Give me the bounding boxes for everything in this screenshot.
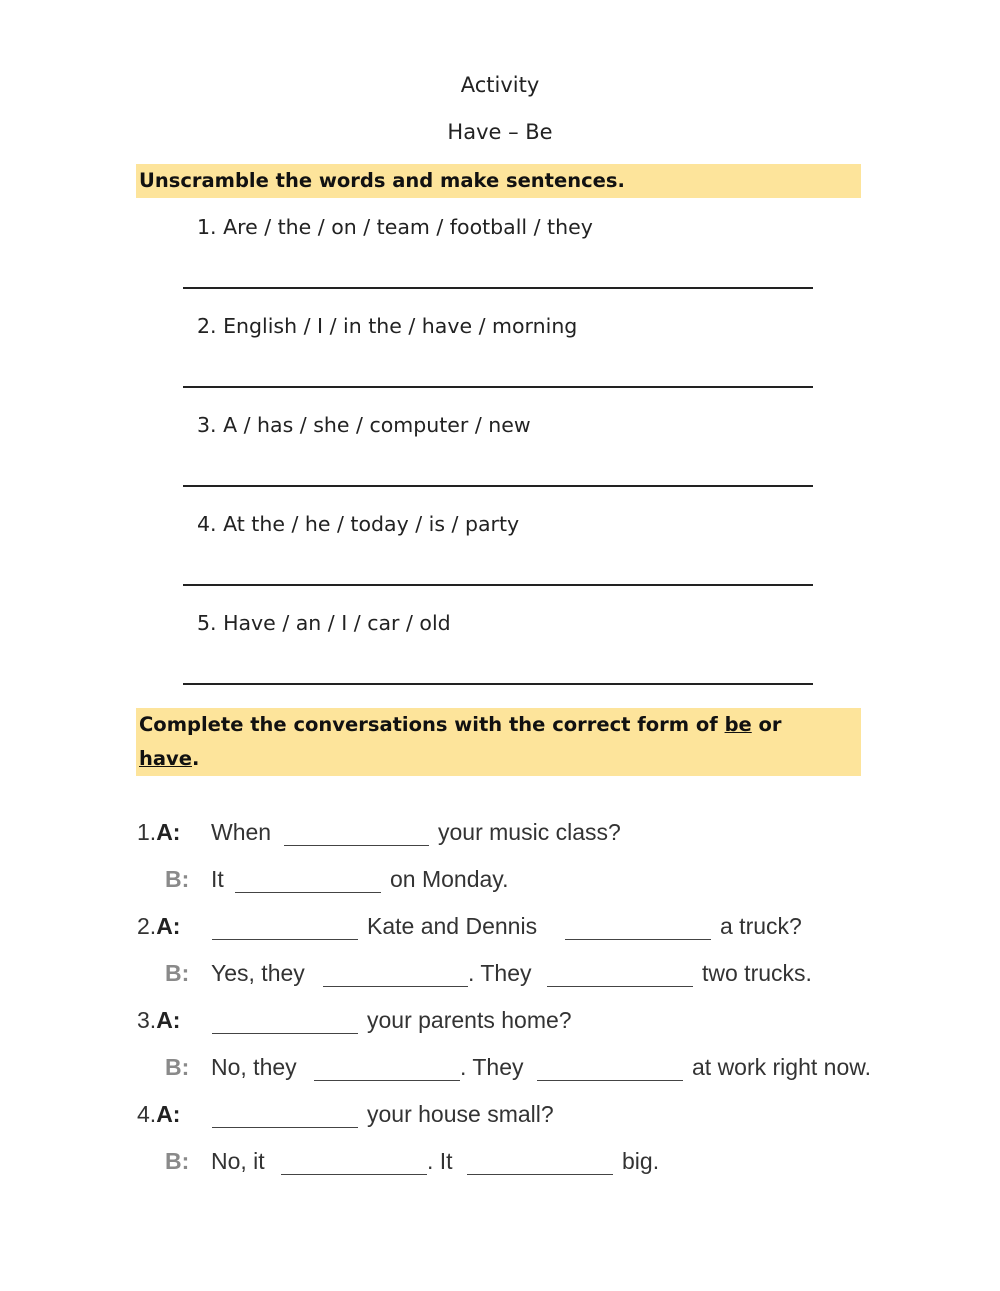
section1-instruction-bar <box>136 164 861 198</box>
conversation-2-a-row <box>137 913 197 940</box>
conversation-3-a-row <box>137 1007 197 1034</box>
conversation-text: Yes, they <box>211 960 305 986</box>
answer-line-5[interactable] <box>183 683 813 685</box>
conversation-number: 2. <box>137 913 157 939</box>
blank[interactable] <box>212 1127 358 1128</box>
speaker-b-label: B: <box>165 960 190 986</box>
conversation-text: a truck? <box>720 913 802 939</box>
conversation-text: No, it <box>211 1148 265 1174</box>
answer-line-4[interactable] <box>183 584 813 586</box>
answer-line-3[interactable] <box>183 485 813 487</box>
word-be: be <box>724 713 752 736</box>
speaker-a-label: A: <box>156 1007 181 1033</box>
unscramble-item-3: 3. A / has / she / computer / new <box>197 413 531 437</box>
speaker-a-label: A: <box>156 913 181 939</box>
speaker-a-label: A: <box>156 819 181 845</box>
conversation-text: on Monday. <box>390 866 509 892</box>
answer-line-1[interactable] <box>183 287 813 289</box>
conversation-text: big. <box>622 1148 660 1174</box>
unscramble-item-2: 2. English / I / in the / have / morning <box>197 314 578 338</box>
section1-instruction: Unscramble the words and make sentences. <box>139 169 625 192</box>
section2-instruction: Complete the conversations with the correct form of be or have. <box>139 713 782 770</box>
blank[interactable] <box>565 939 711 940</box>
conversation-text: It <box>211 866 224 892</box>
speaker-b-label: B: <box>165 1054 190 1080</box>
conversation-number: 3. <box>137 1007 157 1033</box>
conversation-number: 4. <box>137 1101 157 1127</box>
conversation-text: No, they <box>211 1054 297 1080</box>
speaker-b-label: B: <box>165 866 190 892</box>
section2-instruction-bar <box>136 708 861 776</box>
blank[interactable] <box>212 939 358 940</box>
conversation-text: your music class? <box>438 819 621 845</box>
blank[interactable] <box>235 892 381 893</box>
unscramble-item-1: 1. Are / the / on / team / football / they <box>197 215 593 239</box>
conversation-4-a-row <box>137 1101 197 1128</box>
blank[interactable] <box>467 1174 613 1175</box>
blank[interactable] <box>537 1080 683 1081</box>
conversation-text: Kate and Dennis <box>367 913 538 939</box>
blank[interactable] <box>212 1033 358 1034</box>
word-have: have <box>139 747 192 770</box>
unscramble-item-4: 4. At the / he / today / is / party <box>197 512 520 536</box>
blank[interactable] <box>323 986 468 987</box>
blank[interactable] <box>284 845 429 846</box>
conversation-1-a-row <box>137 819 197 846</box>
conversation-text: two trucks. <box>702 960 812 986</box>
conversation-text: at work right now. <box>692 1054 871 1080</box>
blank[interactable] <box>314 1080 460 1081</box>
conversation-text: your parents home? <box>367 1007 572 1033</box>
conversation-text: When <box>211 819 272 845</box>
blank[interactable] <box>547 986 693 987</box>
conversation-number: 1. <box>137 819 157 845</box>
conversation-text: . They <box>468 960 532 986</box>
speaker-b-label: B: <box>165 1148 190 1174</box>
page-title: Activity <box>460 73 540 97</box>
answer-line-2[interactable] <box>183 386 813 388</box>
page-subtitle: Have – Be <box>447 120 553 144</box>
speaker-a-label: A: <box>156 1101 181 1127</box>
conversation-text: . They <box>460 1054 524 1080</box>
conversation-text: . It <box>427 1148 453 1174</box>
unscramble-item-5: 5. Have / an / I / car / old <box>197 611 451 635</box>
conversation-text: your house small? <box>367 1101 554 1127</box>
blank[interactable] <box>281 1174 427 1175</box>
